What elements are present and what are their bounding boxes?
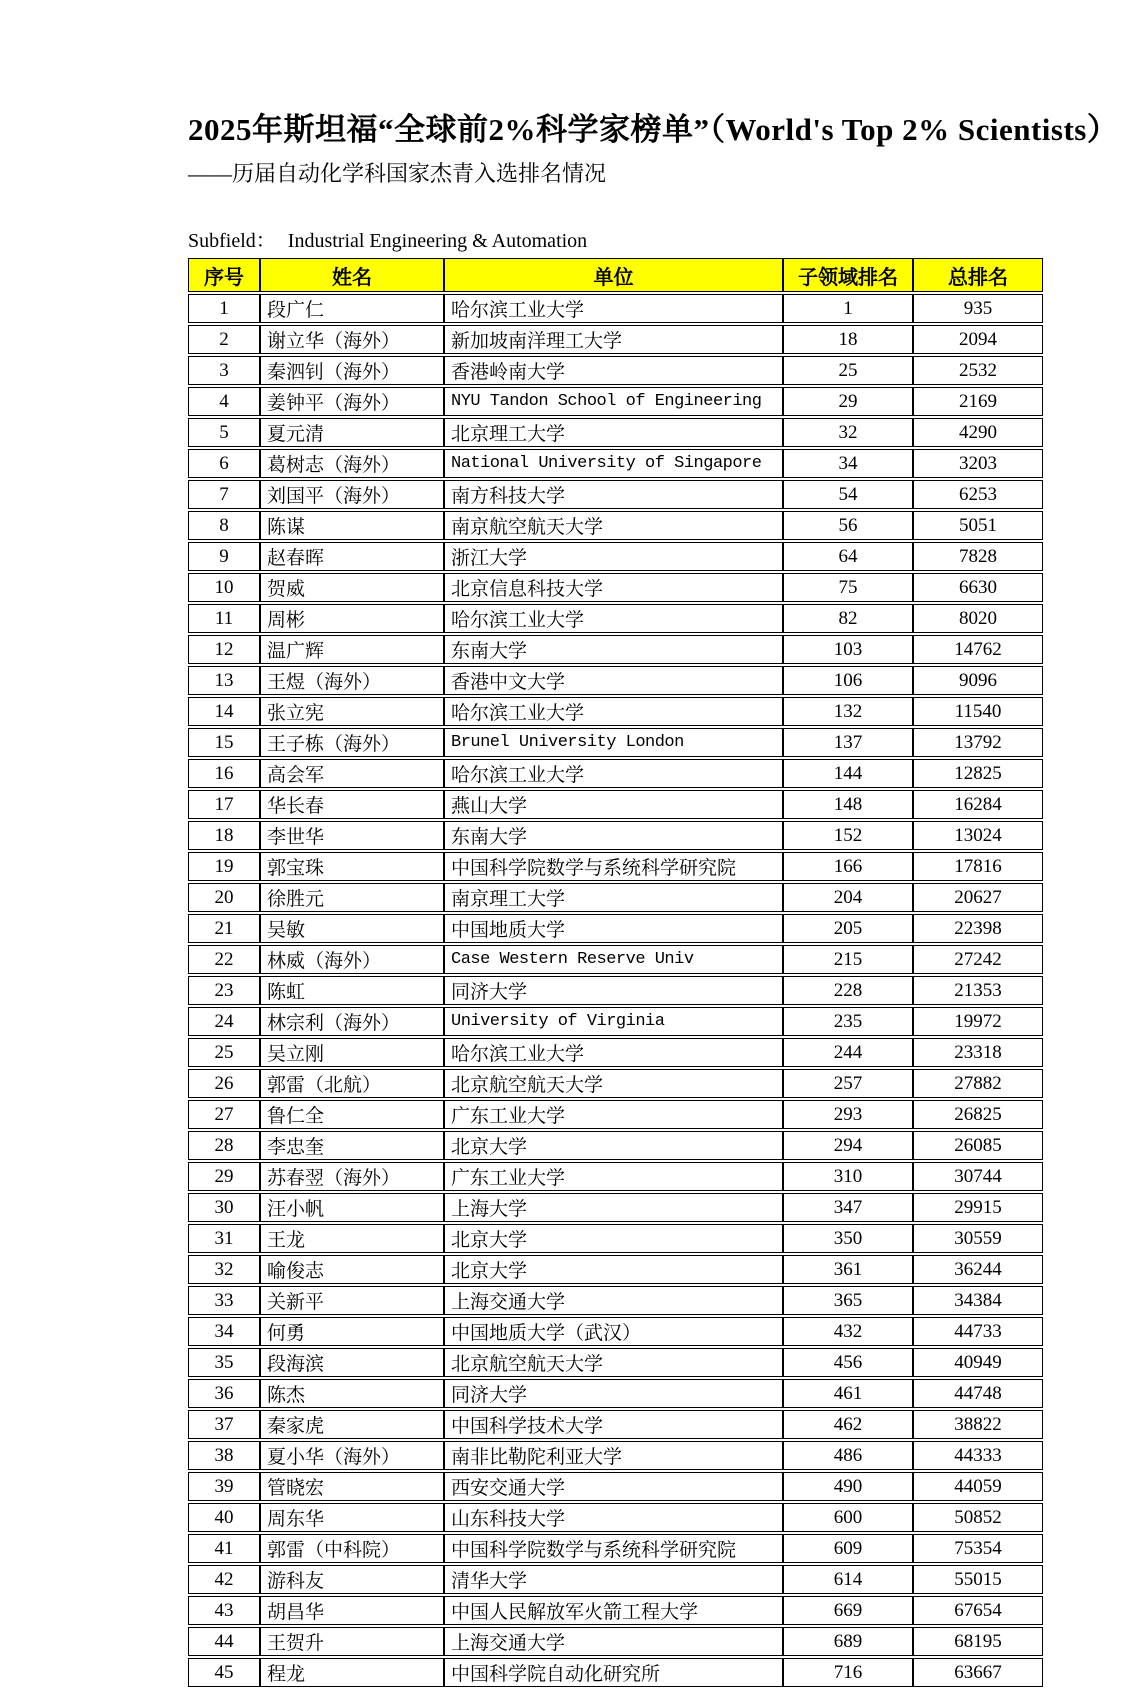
overall-rank: 38822 [913, 1410, 1043, 1439]
subfield-rank: 106 [783, 666, 913, 695]
table-row [188, 883, 1043, 912]
institution: 北京大学 [444, 1131, 783, 1160]
row-index: 38 [188, 1441, 260, 1470]
overall-rank: 21353 [913, 976, 1043, 1005]
overall-rank: 22398 [913, 914, 1043, 943]
row-index: 16 [188, 759, 260, 788]
subfield-rank: 205 [783, 914, 913, 943]
row-index: 2 [188, 325, 260, 354]
row-index: 7 [188, 480, 260, 509]
row-index: 20 [188, 883, 260, 912]
scientist-name: 周彬 [260, 604, 444, 633]
institution: 中国科学院自动化研究所 [444, 1658, 783, 1687]
row-index: 37 [188, 1410, 260, 1439]
table-row [188, 759, 1043, 788]
table-row [188, 1069, 1043, 1098]
institution: 清华大学 [444, 1565, 783, 1594]
scientist-name: 喻俊志 [260, 1255, 444, 1284]
row-index: 44 [188, 1627, 260, 1656]
row-index: 8 [188, 511, 260, 540]
scientist-name: 汪小帆 [260, 1193, 444, 1222]
scientist-name: 夏元清 [260, 418, 444, 447]
subfield-rank: 32 [783, 418, 913, 447]
row-index: 35 [188, 1348, 260, 1377]
header-institution: 单位 [444, 258, 783, 292]
table-row [188, 1007, 1043, 1036]
table-row [188, 511, 1043, 540]
table-row [188, 573, 1043, 602]
subfield-rank: 82 [783, 604, 913, 633]
subfield-rank: 244 [783, 1038, 913, 1067]
subfield-rank: 34 [783, 449, 913, 478]
row-index: 30 [188, 1193, 260, 1222]
institution: 南方科技大学 [444, 480, 783, 509]
subfield-rank: 486 [783, 1441, 913, 1470]
overall-rank: 44733 [913, 1317, 1043, 1346]
row-index: 1 [188, 294, 260, 323]
table-row [188, 1627, 1043, 1656]
overall-rank: 2094 [913, 325, 1043, 354]
institution: 北京信息科技大学 [444, 573, 783, 602]
subfield-rank: 132 [783, 697, 913, 726]
subfield-rank: 257 [783, 1069, 913, 1098]
table-row [188, 976, 1043, 1005]
table-row [188, 697, 1043, 726]
institution: 哈尔滨工业大学 [444, 759, 783, 788]
overall-rank: 30744 [913, 1162, 1043, 1191]
page-title: 2025年斯坦福“全球前2%科学家榜单”（World's Top 2% Scientists） [188, 112, 1119, 147]
scientist-name: 吴立刚 [260, 1038, 444, 1067]
institution: 上海交通大学 [444, 1286, 783, 1315]
header-subfield-rank: 子领域排名 [783, 258, 913, 292]
row-index: 43 [188, 1596, 260, 1625]
subfield-rank: 137 [783, 728, 913, 757]
table-row [188, 728, 1043, 757]
institution: 哈尔滨工业大学 [444, 697, 783, 726]
row-index: 39 [188, 1472, 260, 1501]
table-row [188, 542, 1043, 571]
table-row [188, 790, 1043, 819]
table-row [188, 1503, 1043, 1532]
institution: 北京航空航天大学 [444, 1069, 783, 1098]
subfield-rank: 215 [783, 945, 913, 974]
institution: 广东工业大学 [444, 1162, 783, 1191]
institution: 新加坡南洋理工大学 [444, 325, 783, 354]
subfield-rank: 25 [783, 356, 913, 385]
overall-rank: 30559 [913, 1224, 1043, 1253]
subfield-rank: 103 [783, 635, 913, 664]
table-row [188, 1472, 1043, 1501]
row-index: 32 [188, 1255, 260, 1284]
overall-rank: 5051 [913, 511, 1043, 540]
scientist-name: 徐胜元 [260, 883, 444, 912]
row-index: 9 [188, 542, 260, 571]
row-index: 45 [188, 1658, 260, 1687]
row-index: 18 [188, 821, 260, 850]
row-index: 25 [188, 1038, 260, 1067]
row-index: 4 [188, 387, 260, 416]
table-row [188, 1658, 1043, 1687]
overall-rank: 44333 [913, 1441, 1043, 1470]
subfield-rank: 361 [783, 1255, 913, 1284]
table-row [188, 1441, 1043, 1470]
institution: 东南大学 [444, 635, 783, 664]
scientist-name: 林宗利（海外） [260, 1007, 444, 1036]
table-row [188, 1038, 1043, 1067]
institution: 中国科学院数学与系统科学研究院 [444, 852, 783, 881]
overall-rank: 9096 [913, 666, 1043, 695]
overall-rank: 50852 [913, 1503, 1043, 1532]
scientist-name: 段海滨 [260, 1348, 444, 1377]
institution: 北京大学 [444, 1255, 783, 1284]
subfield-rank: 347 [783, 1193, 913, 1222]
institution: 南非比勒陀利亚大学 [444, 1441, 783, 1470]
institution: 香港岭南大学 [444, 356, 783, 385]
scientist-name: 关新平 [260, 1286, 444, 1315]
table-row [188, 1410, 1043, 1439]
row-index: 13 [188, 666, 260, 695]
scientist-name: 王煜（海外） [260, 666, 444, 695]
institution: 上海交通大学 [444, 1627, 783, 1656]
row-index: 12 [188, 635, 260, 664]
row-index: 23 [188, 976, 260, 1005]
institution: 哈尔滨工业大学 [444, 294, 783, 323]
subfield-rank: 293 [783, 1100, 913, 1129]
overall-rank: 7828 [913, 542, 1043, 571]
overall-rank: 34384 [913, 1286, 1043, 1315]
institution: 中国地质大学（武汉） [444, 1317, 783, 1346]
row-index: 33 [188, 1286, 260, 1315]
header-overall-rank: 总排名 [913, 258, 1043, 292]
overall-rank: 26825 [913, 1100, 1043, 1129]
table-row [188, 1193, 1043, 1222]
table-row [188, 1162, 1043, 1191]
subfield-rank: 461 [783, 1379, 913, 1408]
scientist-name: 张立宪 [260, 697, 444, 726]
scientist-name: 胡昌华 [260, 1596, 444, 1625]
row-index: 17 [188, 790, 260, 819]
institution: 北京大学 [444, 1224, 783, 1253]
table-body [188, 294, 1043, 1687]
scientist-name: 高会军 [260, 759, 444, 788]
overall-rank: 12825 [913, 759, 1043, 788]
institution: 南京理工大学 [444, 883, 783, 912]
subfield-rank: 294 [783, 1131, 913, 1160]
institution: NYU Tandon School of Engineering [444, 387, 783, 416]
row-index: 42 [188, 1565, 260, 1594]
scientist-name: 何勇 [260, 1317, 444, 1346]
table-row [188, 604, 1043, 633]
institution: 上海大学 [444, 1193, 783, 1222]
institution: 中国科学技术大学 [444, 1410, 783, 1439]
institution: 燕山大学 [444, 790, 783, 819]
overall-rank: 13024 [913, 821, 1043, 850]
subfield-rank: 365 [783, 1286, 913, 1315]
subfield-rank: 75 [783, 573, 913, 602]
table-row [188, 1379, 1043, 1408]
table-row [188, 1317, 1043, 1346]
subfield-rank: 669 [783, 1596, 913, 1625]
scientist-name: 管晓宏 [260, 1472, 444, 1501]
row-index: 15 [188, 728, 260, 757]
scientist-name: 姜钟平（海外） [260, 387, 444, 416]
institution: 南京航空航天大学 [444, 511, 783, 540]
subfield-rank: 609 [783, 1534, 913, 1563]
subfield-value: Industrial Engineering & Automation [287, 230, 588, 252]
subfield-rank: 18 [783, 325, 913, 354]
overall-rank: 14762 [913, 635, 1043, 664]
overall-rank: 8020 [913, 604, 1043, 633]
overall-rank: 63667 [913, 1658, 1043, 1687]
institution: 北京航空航天大学 [444, 1348, 783, 1377]
scientist-name: 王子栋（海外） [260, 728, 444, 757]
overall-rank: 2169 [913, 387, 1043, 416]
scientist-name: 贺威 [260, 573, 444, 602]
subfield-rank: 614 [783, 1565, 913, 1594]
subfield-rank: 204 [783, 883, 913, 912]
scientist-name: 郭雷（中科院） [260, 1534, 444, 1563]
overall-rank: 27242 [913, 945, 1043, 974]
table-row [188, 325, 1043, 354]
scientist-name: 鲁仁全 [260, 1100, 444, 1129]
table-header-row [188, 258, 1043, 292]
institution: 中国地质大学 [444, 914, 783, 943]
row-index: 10 [188, 573, 260, 602]
overall-rank: 13792 [913, 728, 1043, 757]
scientists-table [188, 256, 1043, 1689]
institution: 北京理工大学 [444, 418, 783, 447]
subfield-rank: 490 [783, 1472, 913, 1501]
table-row [188, 387, 1043, 416]
subfield-rank: 235 [783, 1007, 913, 1036]
institution: 浙江大学 [444, 542, 783, 571]
institution: University of Virginia [444, 1007, 783, 1036]
table-row [188, 1565, 1043, 1594]
overall-rank: 40949 [913, 1348, 1043, 1377]
subfield-rank: 152 [783, 821, 913, 850]
overall-rank: 6630 [913, 573, 1043, 602]
row-index: 26 [188, 1069, 260, 1098]
row-index: 21 [188, 914, 260, 943]
scientist-name: 陈谋 [260, 511, 444, 540]
scientist-name: 段广仁 [260, 294, 444, 323]
table-row [188, 635, 1043, 664]
subfield-rank: 350 [783, 1224, 913, 1253]
row-index: 19 [188, 852, 260, 881]
scientist-name: 林威（海外） [260, 945, 444, 974]
overall-rank: 17816 [913, 852, 1043, 881]
overall-rank: 36244 [913, 1255, 1043, 1284]
institution: 中国科学院数学与系统科学研究院 [444, 1534, 783, 1563]
scientist-name: 游科友 [260, 1565, 444, 1594]
scientist-name: 李忠奎 [260, 1131, 444, 1160]
overall-rank: 27882 [913, 1069, 1043, 1098]
overall-rank: 3203 [913, 449, 1043, 478]
scientist-name: 李世华 [260, 821, 444, 850]
overall-rank: 19972 [913, 1007, 1043, 1036]
scientist-name: 秦泗钊（海外） [260, 356, 444, 385]
table-row [188, 821, 1043, 850]
subfield-rank: 689 [783, 1627, 913, 1656]
subfield-rank: 144 [783, 759, 913, 788]
overall-rank: 16284 [913, 790, 1043, 819]
subfield-rank: 716 [783, 1658, 913, 1687]
subfield-rank: 310 [783, 1162, 913, 1191]
table-row [188, 945, 1043, 974]
institution: National University of Singapore [444, 449, 783, 478]
row-index: 31 [188, 1224, 260, 1253]
header-index: 序号 [188, 258, 260, 292]
overall-rank: 67654 [913, 1596, 1043, 1625]
page-subtitle: ——历届自动化学科国家杰青入选排名情况 [188, 161, 607, 186]
subfield-rank: 64 [783, 542, 913, 571]
row-index: 22 [188, 945, 260, 974]
table-row [188, 1286, 1043, 1315]
subfield-label: Subfield： [188, 230, 276, 252]
row-index: 14 [188, 697, 260, 726]
scientist-name: 程龙 [260, 1658, 444, 1687]
scientist-name: 周东华 [260, 1503, 444, 1532]
scientist-name: 郭雷（北航） [260, 1069, 444, 1098]
table-row [188, 1534, 1043, 1563]
scientist-name: 葛树志（海外） [260, 449, 444, 478]
row-index: 5 [188, 418, 260, 447]
row-index: 24 [188, 1007, 260, 1036]
row-index: 40 [188, 1503, 260, 1532]
scientist-name: 谢立华（海外） [260, 325, 444, 354]
table-row [188, 356, 1043, 385]
row-index: 41 [188, 1534, 260, 1563]
overall-rank: 11540 [913, 697, 1043, 726]
scientist-name: 赵春晖 [260, 542, 444, 571]
scientist-name: 郭宝珠 [260, 852, 444, 881]
table-row [188, 852, 1043, 881]
overall-rank: 2532 [913, 356, 1043, 385]
overall-rank: 23318 [913, 1038, 1043, 1067]
institution: Case Western Reserve Univ [444, 945, 783, 974]
overall-rank: 26085 [913, 1131, 1043, 1160]
table-row [188, 1224, 1043, 1253]
scientist-name: 刘国平（海外） [260, 480, 444, 509]
scientist-name: 陈虹 [260, 976, 444, 1005]
overall-rank: 68195 [913, 1627, 1043, 1656]
overall-rank: 55015 [913, 1565, 1043, 1594]
row-index: 11 [188, 604, 260, 633]
table-row [188, 1131, 1043, 1160]
subfield-rank: 1 [783, 294, 913, 323]
row-index: 34 [188, 1317, 260, 1346]
table-row [188, 666, 1043, 695]
institution: 香港中文大学 [444, 666, 783, 695]
overall-rank: 4290 [913, 418, 1043, 447]
institution: 山东科技大学 [444, 1503, 783, 1532]
row-index: 29 [188, 1162, 260, 1191]
table-row [188, 1596, 1043, 1625]
subfield-rank: 148 [783, 790, 913, 819]
subfield-rank: 600 [783, 1503, 913, 1532]
subfield-rank: 432 [783, 1317, 913, 1346]
table-row [188, 1348, 1043, 1377]
scientist-name: 夏小华（海外） [260, 1441, 444, 1470]
subfield-rank: 54 [783, 480, 913, 509]
subfield-rank: 29 [783, 387, 913, 416]
subfield-rank: 462 [783, 1410, 913, 1439]
scientist-name: 华长春 [260, 790, 444, 819]
row-index: 28 [188, 1131, 260, 1160]
table-row [188, 294, 1043, 323]
scientist-name: 王贺升 [260, 1627, 444, 1656]
scientist-name: 吴敏 [260, 914, 444, 943]
table-row [188, 1100, 1043, 1129]
overall-rank: 44748 [913, 1379, 1043, 1408]
table-row [188, 914, 1043, 943]
subfield-rank: 456 [783, 1348, 913, 1377]
subfield-line [188, 224, 1032, 253]
scientist-name: 温广辉 [260, 635, 444, 664]
scientist-name: 王龙 [260, 1224, 444, 1253]
institution: 哈尔滨工业大学 [444, 604, 783, 633]
table-row [188, 480, 1043, 509]
institution: 同济大学 [444, 1379, 783, 1408]
row-index: 6 [188, 449, 260, 478]
overall-rank: 935 [913, 294, 1043, 323]
overall-rank: 6253 [913, 480, 1043, 509]
row-index: 3 [188, 356, 260, 385]
institution: 东南大学 [444, 821, 783, 850]
row-index: 27 [188, 1100, 260, 1129]
subfield-rank: 56 [783, 511, 913, 540]
table-row [188, 418, 1043, 447]
institution: 广东工业大学 [444, 1100, 783, 1129]
subfield-rank: 228 [783, 976, 913, 1005]
institution: 同济大学 [444, 976, 783, 1005]
overall-rank: 29915 [913, 1193, 1043, 1222]
row-index: 36 [188, 1379, 260, 1408]
scientist-name: 苏春翌（海外） [260, 1162, 444, 1191]
subfield-rank: 166 [783, 852, 913, 881]
institution: Brunel University London [444, 728, 783, 757]
scientist-name: 秦家虎 [260, 1410, 444, 1439]
header-name: 姓名 [260, 258, 444, 292]
scientist-name: 陈杰 [260, 1379, 444, 1408]
overall-rank: 44059 [913, 1472, 1043, 1501]
overall-rank: 75354 [913, 1534, 1043, 1563]
institution: 中国人民解放军火箭工程大学 [444, 1596, 783, 1625]
institution: 西安交通大学 [444, 1472, 783, 1501]
institution: 哈尔滨工业大学 [444, 1038, 783, 1067]
table-row [188, 449, 1043, 478]
table-row [188, 1255, 1043, 1284]
overall-rank: 20627 [913, 883, 1043, 912]
